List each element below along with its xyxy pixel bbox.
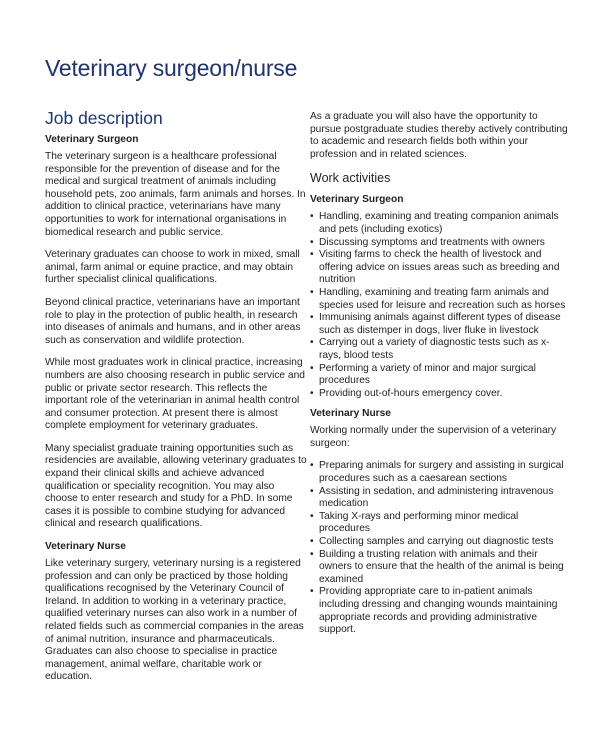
list-item: • Providing out-of-hours emergency cover. <box>310 388 570 401</box>
surgeon-subheading: Veterinary Surgeon <box>45 134 139 145</box>
list-item: • Preparing animals for surgery and assisting in surgical procedures such as a caesarean sections <box>310 460 570 485</box>
work-nurse-subheading: Veterinary Nurse <box>310 408 391 420</box>
nurse-subheading: Veterinary Nurse <box>45 541 126 553</box>
surgeon-activities-list <box>310 211 570 400</box>
list-item: • Handling, examining and treating farm animals and species used for leisure and recreation such as horses <box>310 287 570 312</box>
list-item: • Providing appropriate care to in-patient animals including dressing and changing wounds maintaining appropriate records and providing administrative support. <box>310 586 570 636</box>
left-column <box>45 108 307 694</box>
work-activities-heading: Work activities <box>310 171 391 186</box>
right-column <box>310 111 570 645</box>
list-item: • Carrying out a variety of diagnostic tests such as x-rays, blood tests <box>310 337 570 362</box>
list-item: • Assisting in sedation, and administering intravenous medication <box>310 486 570 511</box>
list-item: • Performing a variety of minor and major surgical procedures <box>310 363 570 388</box>
nurse-intro-text: Working normally under the supervision of a veterinary surgeon: <box>310 425 557 449</box>
nurse-activities-list <box>310 460 570 636</box>
list-item: • Building a trusting relation with animals and their owners to ensure that the health of the animal is being examined <box>310 549 570 587</box>
surgeon-paragraph: Many specialist graduate training opportunities such as residencies are available, allowing veterinary graduates to expand their clinical skills and achieve advanced qualification or speciality recognition. You may also choose to enter research and study for a PhD. In some cases it is possible to combine studying for advanced clinical and research qualifications. <box>45 442 307 530</box>
nurse-paragraph: Like veterinary surgery, veterinary nursing is a registered profession and can only be practiced by those holding qualifications recognised by the Veterinary Council of Ireland. In addition to working in a veterinary practice, qualified veterinary nurses can also work in a number of related fields such as commercial companies in the areas of animal nutrition, insurance and pharmaceuticals. Graduates can also choose to specialise in practice management, animal welfare, charitable work or education. <box>45 558 304 683</box>
surgeon-paragraph: Beyond clinical practice, veterinarians have an important role to play in the protection of public health, in research into diseases of animals and humans, and in other areas such as conservation and wildlife protection. <box>45 296 301 346</box>
graduate-intro-paragraph: As a graduate you will also have the opportunity to pursue postgraduate studies thereby actively contributing to academic and research fields both within your profession and in related sciences. <box>310 111 568 160</box>
list-item: • Discussing symptoms and treatments with owners <box>310 237 570 250</box>
list-item: • Handling, examining and treating companion animals and pets (including exotics) <box>310 211 570 236</box>
list-item: • Taking X-rays and performing minor medical procedures <box>310 511 570 536</box>
surgeon-paragraph: The veterinary surgeon is a healthcare professional responsible for the prevention of disease and for the medical and surgical treatment of animals including household pets, zoo animals, farm animals and horses. In addition to clinical practice, veterinarians have many opportunities to work for international organisations in biomedical research and public service. <box>45 151 306 238</box>
list-item: • Visiting farms to check the health of livestock and offering advice on issues areas such as breeding and nutrition <box>310 249 570 287</box>
list-item: • Collecting samples and carrying out diagnostic tests <box>310 536 570 549</box>
work-surgeon-subheading: Veterinary Surgeon <box>310 194 404 206</box>
surgeon-paragraph: Veterinary graduates can choose to work in mixed, small animal, farm animal or equine practice, and may obtain further specialist clinical qualifications. <box>45 249 300 286</box>
surgeon-paragraph: While most graduates work in clinical practice, increasing numbers are also choosing research in public service and public or private sector research. This reflects the important role of the veterinarian in animal health control and consumer protection. At present there is almost complete employment for veterinary graduates. <box>45 357 305 432</box>
page-title: Veterinary surgeon/nurse <box>45 55 298 81</box>
job-description-heading: Job description <box>45 108 163 128</box>
list-item: • Immunising animals against different types of disease such as distemper in dogs, liver fluke in livestock <box>310 312 570 337</box>
